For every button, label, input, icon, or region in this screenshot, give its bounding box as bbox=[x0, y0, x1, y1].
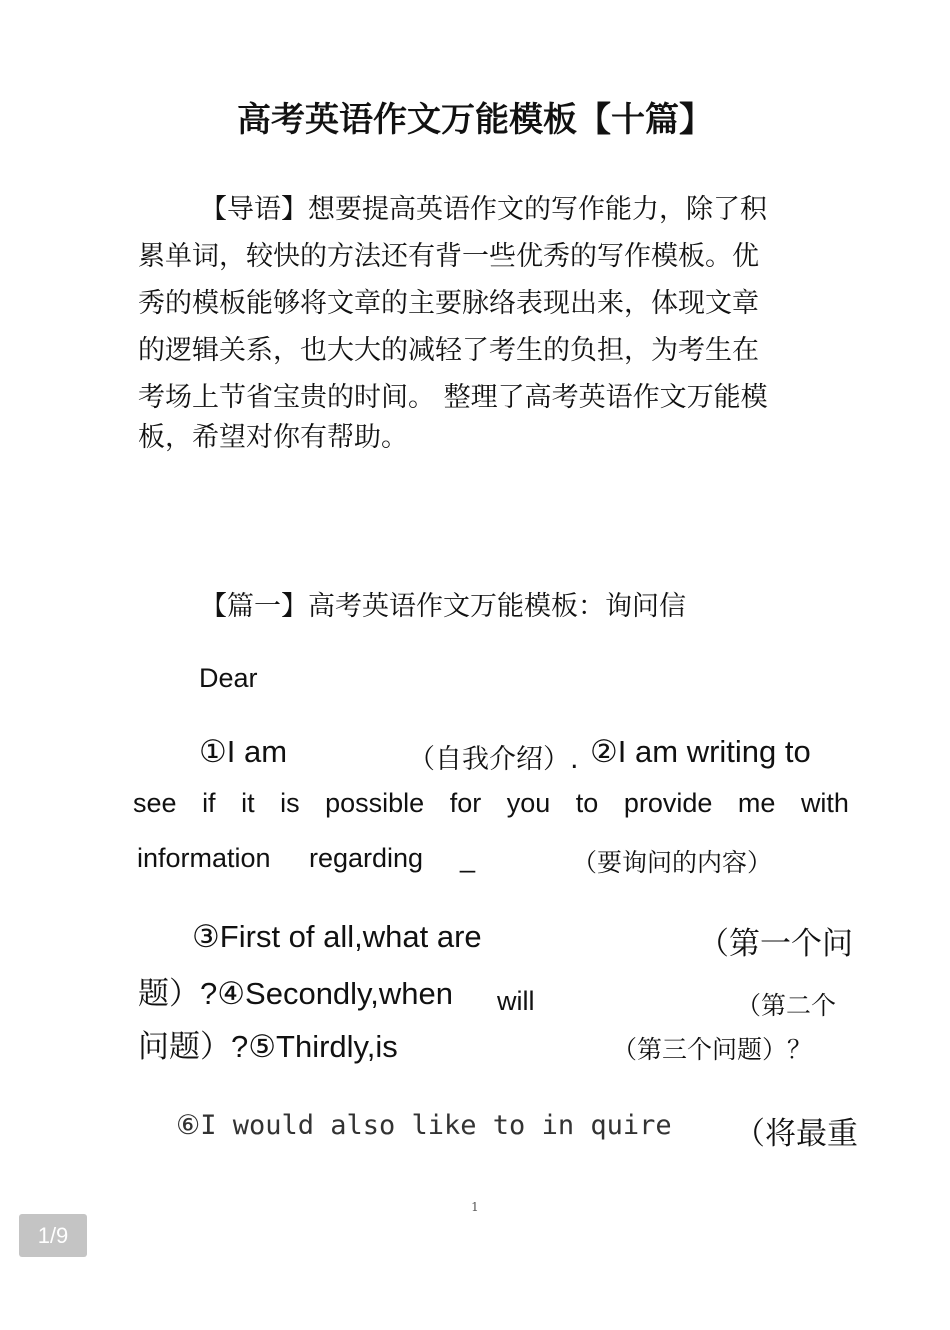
page-indicator-badge[interactable]: 1/9 bbox=[19, 1214, 87, 1257]
first-question-text: ③First of all,what are bbox=[192, 919, 482, 954]
important-hint: （将最重 bbox=[734, 1116, 858, 1152]
page-number: 1 bbox=[471, 1200, 479, 1214]
inquiry-content-hint: （要询问的内容） bbox=[572, 848, 773, 877]
word: to bbox=[575, 788, 599, 818]
word: is bbox=[280, 788, 300, 818]
second-question-text: 题）?④Secondly,when bbox=[138, 976, 453, 1011]
will-word: will bbox=[497, 986, 535, 1016]
word: me bbox=[737, 788, 776, 818]
third-question-hint: （第三个问题）？ bbox=[612, 1035, 813, 1064]
purpose-text: ②I am writing to bbox=[590, 734, 811, 769]
word: for bbox=[449, 788, 482, 818]
word: see bbox=[133, 788, 177, 818]
regarding-word: regarding bbox=[309, 843, 424, 873]
justified-line bbox=[133, 788, 849, 819]
word: if bbox=[202, 788, 216, 818]
second-question-hint: （第二个 bbox=[736, 991, 837, 1020]
document-title: 高考英语作文万能模板【十篇】 bbox=[237, 100, 713, 140]
intro-line-2: 累单词，较快的方法还有背一些优秀的写作模板。优 bbox=[138, 241, 759, 272]
intro-line-4: 的逻辑关系，也大大的减轻了考生的负担，为考生在 bbox=[138, 335, 759, 366]
intro-line-6: 板，希望对你有帮助。 bbox=[138, 422, 408, 453]
intro-line-3: 秀的模板能够将文章的主要脉络表现出来，体现文章 bbox=[138, 288, 759, 319]
inquire-text: ⑥I would also like to in quire bbox=[176, 1110, 672, 1141]
information-word: information bbox=[137, 843, 271, 873]
third-question-text: 问题）?⑤Thirdly,is bbox=[138, 1029, 398, 1064]
intro-line-1: 【导语】想要提高英语作文的写作能力，除了积 bbox=[200, 194, 767, 225]
word: you bbox=[506, 788, 551, 818]
intro-self-text: ①I am bbox=[199, 734, 288, 769]
word: provide bbox=[623, 788, 713, 818]
section-heading: 【篇一】高考英语作文万能模板：询问信 bbox=[200, 591, 686, 622]
intro-line-5: 考场上节省宝贵的时间。 整理了高考英语作文万能模 bbox=[138, 382, 768, 413]
self-intro-hint: （自我介绍）. bbox=[408, 744, 579, 775]
salutation: Dear bbox=[199, 663, 258, 693]
first-question-hint: （第一个问 bbox=[698, 926, 853, 962]
blank-underscore: _ bbox=[460, 843, 476, 873]
word: possible bbox=[325, 788, 425, 818]
word: with bbox=[800, 788, 849, 818]
word: it bbox=[241, 788, 255, 818]
